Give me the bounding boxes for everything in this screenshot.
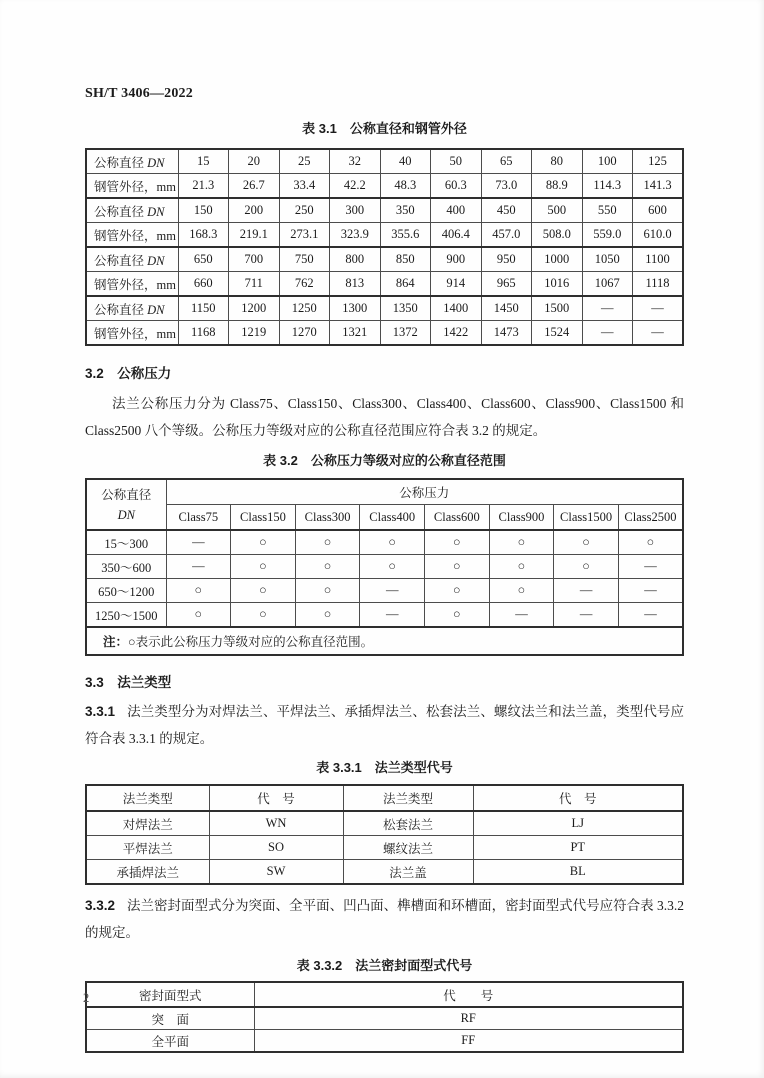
table-cell: 1372 xyxy=(380,321,431,346)
row-label-text: 公称直径 xyxy=(94,302,148,317)
note-cell xyxy=(86,627,683,655)
table-cell: 125 xyxy=(633,149,684,174)
table-cell: 650 xyxy=(178,247,229,272)
row-label-text: 钢管外径，mm xyxy=(94,326,176,341)
table-cell: 1016 xyxy=(532,272,583,297)
table-row xyxy=(86,836,683,860)
table-cell: 88.9 xyxy=(532,174,583,199)
table-cell: 355.6 xyxy=(380,223,431,248)
row-label-text: 钢管外径，mm xyxy=(94,179,176,194)
table-cell: 610.0 xyxy=(633,223,684,248)
section-3-2-paragraph: 法兰公称压力分为 Class75、Class150、Class300、Class400、Class600、Class900、Class1500 和 Class2500 八个等级。公称压力等级对应的公称直径范围应符合表 3.2 的规定。 xyxy=(85,396,684,438)
table-cell: 21.3 xyxy=(178,174,229,199)
table-header-row xyxy=(86,479,683,505)
page-number: 2 xyxy=(83,991,90,1005)
mark-cell: ○ xyxy=(295,530,360,555)
table-cell: LJ xyxy=(473,811,683,836)
mark-cell: — xyxy=(166,555,231,579)
section-3-2-heading: 3.2 公称压力 xyxy=(85,366,172,381)
mark-cell: — xyxy=(618,603,683,628)
mark-cell: ○ xyxy=(489,579,554,603)
row-label-cell xyxy=(86,296,178,321)
mark-cell: ○ xyxy=(425,530,490,555)
table-row xyxy=(86,579,683,603)
table-cell: 1118 xyxy=(633,272,684,297)
group-header-cell: 公称压力 xyxy=(166,479,683,505)
table-cell: 1067 xyxy=(582,272,633,297)
table-cell: 突 面 xyxy=(86,1007,254,1030)
row-label-text: 公称直径 xyxy=(94,155,148,170)
table-cell: 350 xyxy=(380,198,431,223)
row-label-symbol: DN xyxy=(147,204,165,219)
clause-3-3-1-text: 法兰类型分为对焊法兰、平焊法兰、承插焊法兰、松套法兰、螺纹法兰和法兰盖，类型代号应符合表 3.3.1 的规定。 xyxy=(85,704,684,746)
table-3-2 xyxy=(85,478,684,656)
clause-3-3-2 xyxy=(85,892,684,946)
table-cell: 65 xyxy=(481,149,532,174)
class-header-cell: Class400 xyxy=(360,505,425,531)
table-row xyxy=(86,1030,683,1053)
column-header-cell: 法兰类型 xyxy=(343,785,473,811)
table-row xyxy=(86,530,683,555)
table-3-3-2-header-row xyxy=(86,982,683,1007)
mark-cell: ○ xyxy=(360,530,425,555)
table-cell: 73.0 xyxy=(481,174,532,199)
table-cell: 300 xyxy=(330,198,381,223)
table-3-2-foot xyxy=(86,627,683,655)
mark-cell: ○ xyxy=(166,603,231,628)
mark-cell: — xyxy=(166,530,231,555)
table-cell: FF xyxy=(254,1030,683,1053)
class-header-cell: Class900 xyxy=(489,505,554,531)
table-cell: 32 xyxy=(330,149,381,174)
class-header-cell: Class2500 xyxy=(618,505,683,531)
table-cell: 900 xyxy=(431,247,482,272)
corner-header-line1: 公称直径 xyxy=(101,487,152,502)
table-3-1-title: 表 3.1 公称直径和钢管外径 xyxy=(302,121,467,136)
table-cell: 1321 xyxy=(330,321,381,346)
dn-range-cell: 350～600 xyxy=(86,555,166,579)
mark-cell: ○ xyxy=(425,603,490,628)
note-text: ○表示此公称压力等级对应的公称直径范围。 xyxy=(128,635,374,649)
table-row xyxy=(86,223,683,248)
table-row xyxy=(86,296,683,321)
column-header-cell: 代 号 xyxy=(473,785,683,811)
table-cell: 406.4 xyxy=(431,223,482,248)
table-cell: 508.0 xyxy=(532,223,583,248)
dn-range-cell: 1250～1500 xyxy=(86,603,166,628)
table-cell: — xyxy=(633,321,684,346)
table-row xyxy=(86,603,683,628)
table-cell: 150 xyxy=(178,198,229,223)
mark-cell: — xyxy=(554,603,619,628)
table-row xyxy=(86,174,683,199)
table-3-3-2 xyxy=(85,981,684,1053)
table-3-2-title: 表 3.2 公称压力等级对应的公称直径范围 xyxy=(263,453,506,468)
row-label-symbol: DN xyxy=(147,155,165,170)
table-3-1 xyxy=(85,148,684,346)
table-cell: 273.1 xyxy=(279,223,330,248)
table-cell: 400 xyxy=(431,198,482,223)
row-label-cell xyxy=(86,198,178,223)
table-cell: 对焊法兰 xyxy=(86,811,209,836)
note-label: 注： xyxy=(103,635,129,649)
row-label-cell xyxy=(86,272,178,297)
table-cell: 承插焊法兰 xyxy=(86,860,209,885)
mark-cell: ○ xyxy=(489,530,554,555)
table-cell: 1270 xyxy=(279,321,330,346)
table-cell: 1100 xyxy=(633,247,684,272)
column-header-cell: 法兰类型 xyxy=(86,785,209,811)
mark-cell: ○ xyxy=(231,579,296,603)
mark-cell: — xyxy=(618,555,683,579)
table-cell: 42.2 xyxy=(330,174,381,199)
table-cell: 50 xyxy=(431,149,482,174)
table-cell: — xyxy=(582,321,633,346)
clause-3-3-2-text: 法兰密封面型式分为突面、全平面、凹凸面、榫槽面和环槽面，密封面型式代号应符合表 3.3.2 的规定。 xyxy=(85,898,684,940)
table-cell: 平焊法兰 xyxy=(86,836,209,860)
table-cell: 15 xyxy=(178,149,229,174)
table-cell: 559.0 xyxy=(582,223,633,248)
standard-number: SH/T 3406—2022 xyxy=(85,86,193,101)
mark-cell: ○ xyxy=(554,530,619,555)
class-header-row xyxy=(86,505,683,531)
table-3-3-1-body xyxy=(86,811,683,884)
table-cell: 全平面 xyxy=(86,1030,254,1053)
mark-cell: — xyxy=(360,579,425,603)
table-cell: 450 xyxy=(481,198,532,223)
table-cell: 813 xyxy=(330,272,381,297)
table-row xyxy=(86,321,683,346)
table-row xyxy=(86,198,683,223)
table-cell: 1422 xyxy=(431,321,482,346)
table-cell: 40 xyxy=(380,149,431,174)
table-row xyxy=(86,860,683,885)
table-cell: 20 xyxy=(229,149,280,174)
mark-cell: ○ xyxy=(554,555,619,579)
clause-3-3-2-number: 3.3.2 xyxy=(85,898,116,913)
table-cell: 80 xyxy=(532,149,583,174)
table-row xyxy=(86,247,683,272)
table-cell: 500 xyxy=(532,198,583,223)
mark-cell: ○ xyxy=(360,555,425,579)
row-label-cell xyxy=(86,223,178,248)
table-cell: 850 xyxy=(380,247,431,272)
mark-cell: ○ xyxy=(295,603,360,628)
table-cell: 864 xyxy=(380,272,431,297)
table-cell: 168.3 xyxy=(178,223,229,248)
table-cell: 33.4 xyxy=(279,174,330,199)
table-cell: SO xyxy=(209,836,343,860)
table-row xyxy=(86,272,683,297)
table-cell: — xyxy=(633,296,684,321)
table-cell: 950 xyxy=(481,247,532,272)
table-cell: 25 xyxy=(279,149,330,174)
class-header-cell: Class75 xyxy=(166,505,231,531)
row-label-cell xyxy=(86,149,178,174)
table-cell: 762 xyxy=(279,272,330,297)
class-header-cell: Class1500 xyxy=(554,505,619,531)
table-3-3-2-title: 表 3.3.2 法兰密封面型式代号 xyxy=(296,958,473,973)
row-label-symbol: DN xyxy=(147,302,165,317)
table-cell: 711 xyxy=(229,272,280,297)
mark-cell: — xyxy=(618,579,683,603)
table-cell: 800 xyxy=(330,247,381,272)
row-label-cell xyxy=(86,174,178,199)
table-cell: 141.3 xyxy=(633,174,684,199)
table-cell: 750 xyxy=(279,247,330,272)
table-cell: 323.9 xyxy=(330,223,381,248)
table-3-3-1-title: 表 3.3.1 法兰类型代号 xyxy=(316,760,453,775)
table-cell: 1200 xyxy=(229,296,280,321)
table-cell: 914 xyxy=(431,272,482,297)
dn-range-cell: 650～1200 xyxy=(86,579,166,603)
table-cell: 60.3 xyxy=(431,174,482,199)
table-3-3-1 xyxy=(85,784,684,885)
mark-cell: ○ xyxy=(295,555,360,579)
table-cell: 1168 xyxy=(178,321,229,346)
mark-cell: ○ xyxy=(231,555,296,579)
class-header-cell: Class600 xyxy=(425,505,490,531)
table-cell: RF xyxy=(254,1007,683,1030)
table-cell: 1500 xyxy=(532,296,583,321)
mark-cell: ○ xyxy=(231,603,296,628)
table-cell: 1350 xyxy=(380,296,431,321)
mark-cell: ○ xyxy=(489,555,554,579)
mark-cell: ○ xyxy=(295,579,360,603)
row-label-text: 公称直径 xyxy=(94,204,148,219)
table-cell: 法兰盖 xyxy=(343,860,473,885)
column-header-cell: 代 号 xyxy=(209,785,343,811)
table-cell: 1219 xyxy=(229,321,280,346)
note-row xyxy=(86,627,683,655)
table-cell: 1150 xyxy=(178,296,229,321)
table-cell: 550 xyxy=(582,198,633,223)
mark-cell: ○ xyxy=(425,555,490,579)
mark-cell: ○ xyxy=(166,579,231,603)
mark-cell: — xyxy=(489,603,554,628)
row-label-cell xyxy=(86,321,178,346)
table-cell: 1050 xyxy=(582,247,633,272)
table-cell: 660 xyxy=(178,272,229,297)
clause-3-3-1-number: 3.3.1 xyxy=(85,704,116,719)
table-cell: 1250 xyxy=(279,296,330,321)
table-cell: WN xyxy=(209,811,343,836)
table-cell: 1300 xyxy=(330,296,381,321)
table-cell: 1473 xyxy=(481,321,532,346)
class-header-cell: Class300 xyxy=(295,505,360,531)
column-header-cell: 代 号 xyxy=(254,982,683,1007)
table-cell: 1000 xyxy=(532,247,583,272)
column-header-cell: 密封面型式 xyxy=(86,982,254,1007)
table-cell: 1400 xyxy=(431,296,482,321)
table-cell: PT xyxy=(473,836,683,860)
table-cell: 100 xyxy=(582,149,633,174)
row-label-text: 钢管外径，mm xyxy=(94,228,176,243)
corner-header-cell xyxy=(86,479,166,530)
table-3-3-1-header-row xyxy=(86,785,683,811)
table-row xyxy=(86,555,683,579)
table-cell: 250 xyxy=(279,198,330,223)
table-3-1-body xyxy=(86,149,683,345)
mark-cell: — xyxy=(360,603,425,628)
table-row xyxy=(86,1007,683,1030)
table-cell: 1450 xyxy=(481,296,532,321)
row-label-cell xyxy=(86,247,178,272)
row-label-text: 钢管外径，mm xyxy=(94,277,176,292)
table-cell: 700 xyxy=(229,247,280,272)
table-3-3-2-body xyxy=(86,1007,683,1052)
class-header-cell: Class150 xyxy=(231,505,296,531)
row-label-symbol: DN xyxy=(147,253,165,268)
section-3-3-heading: 3.3 法兰类型 xyxy=(85,675,172,690)
table-cell: 600 xyxy=(633,198,684,223)
table-cell: 200 xyxy=(229,198,280,223)
table-cell: — xyxy=(582,296,633,321)
table-cell: 26.7 xyxy=(229,174,280,199)
corner-header-dn-symbol: DN xyxy=(117,507,135,522)
table-3-2-body xyxy=(86,530,683,627)
table-cell: 松套法兰 xyxy=(343,811,473,836)
table-cell: 114.3 xyxy=(582,174,633,199)
dn-range-cell: 15～300 xyxy=(86,530,166,555)
mark-cell: ○ xyxy=(231,530,296,555)
table-row xyxy=(86,149,683,174)
table-cell: 457.0 xyxy=(481,223,532,248)
mark-cell: — xyxy=(554,579,619,603)
row-label-text: 公称直径 xyxy=(94,253,148,268)
table-cell: BL xyxy=(473,860,683,885)
mark-cell: ○ xyxy=(618,530,683,555)
clause-3-3-1 xyxy=(85,698,684,752)
table-cell: 219.1 xyxy=(229,223,280,248)
table-cell: SW xyxy=(209,860,343,885)
table-cell: 48.3 xyxy=(380,174,431,199)
table-cell: 1524 xyxy=(532,321,583,346)
table-row xyxy=(86,811,683,836)
table-3-2-head xyxy=(86,479,683,530)
table-cell: 螺纹法兰 xyxy=(343,836,473,860)
mark-cell: ○ xyxy=(425,579,490,603)
table-cell: 965 xyxy=(481,272,532,297)
